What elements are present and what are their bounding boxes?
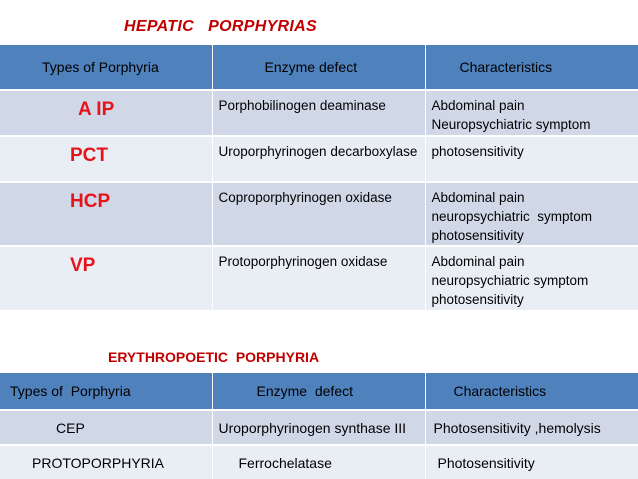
table-row — [0, 410, 638, 445]
characteristic-line: neuropsychiatric symptom — [431, 209, 593, 224]
characteristic-line: photosensitivity — [431, 144, 524, 159]
header-types: Types of Porphyria — [0, 373, 212, 410]
header-characteristics: Characteristics — [425, 373, 638, 410]
characteristic-line: photosensitivity — [431, 228, 524, 243]
table-row — [0, 90, 638, 136]
header-types: Types of Porphyria — [0, 45, 212, 90]
hepatic-porphyrias-table — [0, 45, 638, 310]
erythropoetic-porphyria-table — [0, 373, 638, 479]
enzyme-cell: Porphobilinogen deaminase — [212, 90, 425, 136]
erythropoetic-title: ERYTHROPOETIC PORPHYRIA — [108, 349, 320, 365]
characteristics-cell — [425, 246, 638, 310]
header-enzyme: Enzyme defect — [212, 373, 425, 410]
header-enzyme: Enzyme defect — [212, 45, 425, 90]
characteristic-line: Neuropsychiatric symptom — [431, 117, 591, 132]
characteristics-cell: Photosensitivity — [425, 445, 638, 479]
characteristic-line: Abdominal pain — [431, 190, 525, 205]
table-row — [0, 445, 638, 479]
hepatic-title: HEPATIC PORPHYRIAS — [124, 18, 317, 35]
type-cell: HCP — [0, 182, 212, 246]
type-cell: PCT — [0, 136, 212, 182]
table-header-row — [0, 45, 638, 90]
table-row — [0, 136, 638, 182]
characteristics-cell: Photosensitivity ,hemolysis — [425, 410, 638, 445]
characteristics-cell — [425, 182, 638, 246]
enzyme-cell: Ferrochelatase — [212, 445, 425, 479]
type-cell: PROTOPORPHYRIA — [0, 445, 212, 479]
enzyme-cell: Uroporphyrinogen decarboxylase — [212, 136, 425, 182]
table-row — [0, 182, 638, 246]
enzyme-cell: Protoporphyrinogen oxidase — [212, 246, 425, 310]
characteristics-cell — [425, 136, 638, 182]
type-cell: VP — [0, 246, 212, 310]
table-row — [0, 246, 638, 310]
characteristics-cell — [425, 90, 638, 136]
header-characteristics: Characteristics — [425, 45, 638, 90]
enzyme-cell: Uroporphyrinogen synthase III — [212, 410, 425, 445]
type-cell: CEP — [0, 410, 212, 445]
type-cell: A IP — [0, 90, 212, 136]
table-header-row — [0, 373, 638, 410]
enzyme-cell: Coproporphyrinogen oxidase — [212, 182, 425, 246]
characteristic-line: photosensitivity — [431, 292, 524, 307]
characteristic-line: neuropsychiatric symptom — [431, 273, 589, 288]
characteristic-line: Abdominal pain — [431, 254, 525, 269]
characteristic-line: Abdominal pain — [431, 98, 525, 113]
